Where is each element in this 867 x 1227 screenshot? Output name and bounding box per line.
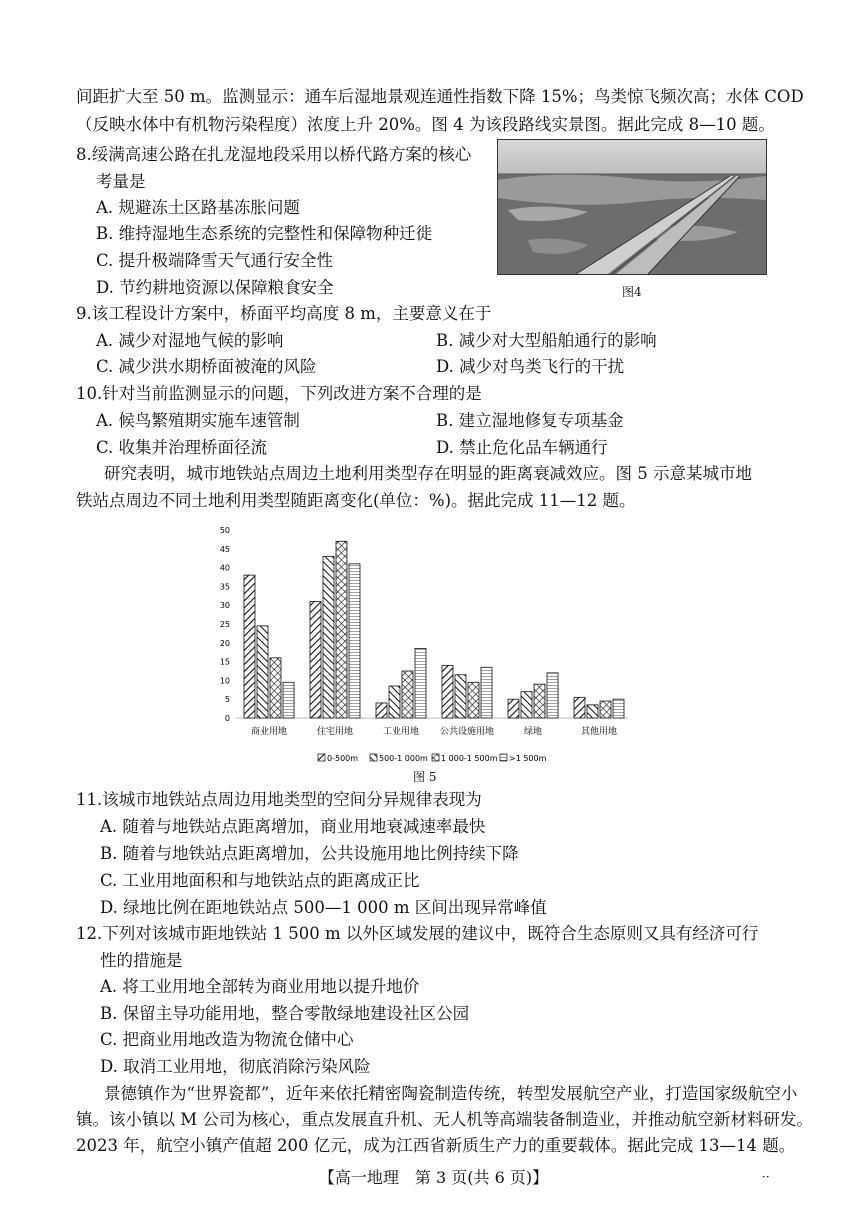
bar-2-3	[415, 648, 426, 718]
q10-option-c: C. 收集并治理桥面径流	[96, 438, 268, 457]
y-tick-label: 10	[219, 676, 230, 686]
y-tick-label: 30	[219, 601, 230, 611]
q8-option-a: A. 规避冻土区路基冻胀问题	[96, 198, 300, 217]
figure4-caption: 图4	[622, 285, 642, 299]
y-tick-label: 5	[224, 695, 230, 705]
bar-1-3	[349, 564, 360, 718]
legend-swatch-0	[318, 754, 325, 761]
bar-5-0	[574, 697, 585, 718]
bar-3-2	[468, 682, 479, 718]
bar-1-0	[310, 601, 321, 718]
q12-stem-2: 性的措施是	[100, 951, 183, 970]
q11-option-b: B. 随着与地铁站点距离增加，公共设施用地比例持续下降	[100, 844, 519, 863]
y-tick-label: 45	[219, 544, 230, 554]
page-footer: 【高一地理 第 3 页(共 6 页)】	[318, 1168, 549, 1187]
passage3-line-2: 镇。该小镇以 M 公司为核心，重点发展直升机、无人机等高端装备制造业，并推动航空新材料研发。	[76, 1110, 813, 1129]
q10-stem: 10.针对当前监测显示的问题，下列改进方案不合理的是	[76, 384, 482, 403]
bar-4-3	[547, 673, 558, 718]
x-category-label: 公共设施用地	[439, 727, 495, 737]
footer-mark: ··	[762, 1170, 770, 1184]
bar-5-2	[600, 701, 611, 718]
q9-option-b: B. 减少对大型船舶通行的影响	[436, 331, 657, 350]
intro-line-1: 间距扩大至 50 m。监测显示：通车后湿地景观连通性指数下降 15%；鸟类惊飞频次高；水体 COD	[76, 87, 804, 106]
bridge-scene-image	[498, 140, 766, 274]
q9-option-d: D. 减少对鸟类飞行的干扰	[436, 357, 625, 376]
bar-0-2	[270, 658, 281, 718]
bar-2-2	[402, 671, 413, 718]
q11-option-d: D. 绿地比例在距地铁站点 500—1 000 m 区间出现异常峰值	[100, 898, 547, 917]
bar-4-0	[508, 699, 519, 718]
bar-0-1	[257, 626, 268, 718]
q8-option-b: B. 维持湿地生态系统的完整性和保障物种迁徙	[96, 224, 433, 243]
x-category-label: 工业用地	[382, 727, 420, 737]
q12-option-a: A. 将工业用地全部转为商业用地以提升地价	[100, 977, 420, 996]
y-tick-label: 15	[219, 657, 230, 667]
x-category-label: 住宅用地	[316, 727, 354, 737]
bar-3-1	[455, 675, 466, 718]
legend-swatch-2	[432, 754, 439, 761]
q12-option-d: D. 取消工业用地，彻底消除污染风险	[100, 1057, 371, 1076]
legend-swatch-3	[500, 754, 507, 761]
y-tick-label: 0	[224, 714, 230, 723]
q8-stem-1: 8.绥满高速公路在扎龙湿地段采用以桥代路方案的核心	[76, 145, 472, 164]
y-tick-label: 35	[219, 582, 230, 592]
y-tick-label: 25	[219, 620, 230, 629]
legend-label-3: >1 500m	[509, 754, 547, 763]
bar-4-1	[521, 692, 532, 718]
q11-stem: 11.该城市地铁站点周边用地类型的空间分异规律表现为	[76, 790, 482, 809]
q9-stem: 9.该工程设计方案中，桥面平均高度 8 m，主要意义在于	[76, 304, 492, 323]
bar-0-0	[244, 575, 255, 718]
legend-label-2: 1 000-1 500m	[441, 754, 498, 763]
passage3-line-3: 2023 年，航空小镇产值超 200 亿元，成为江西省新质生产力的重要载体。据此完成 13—14 题。	[76, 1136, 796, 1155]
bar-0-3	[283, 682, 294, 718]
q8-stem-2: 考量是	[96, 172, 146, 191]
figure5-caption: 图 5	[413, 770, 437, 784]
figure4-photo	[497, 139, 767, 275]
q10-option-b: B. 建立湿地修复专项基金	[436, 411, 624, 430]
passage2-line-1: 研究表明，城市地铁站点周边土地利用类型存在明显的距离衰减效应。图 5 示意某城市地	[104, 464, 752, 483]
y-tick-label: 50	[219, 526, 230, 535]
bar-2-0	[376, 703, 387, 718]
q9-option-a: A. 减少对湿地气候的影响	[96, 331, 284, 350]
x-category-label: 其他用地	[580, 727, 618, 737]
y-tick-label: 40	[219, 563, 230, 573]
q12-option-b: B. 保留主导功能用地，整合零散绿地建设社区公园	[100, 1004, 470, 1023]
q11-option-c: C. 工业用地面积和与地铁站点的距离成正比	[100, 871, 420, 890]
intro-line-2: （反映水体中有机物污染程度）浓度上升 20%。图 4 为该段路线实景图。据此完成 8—10 题。	[76, 115, 775, 134]
q8-option-c: C. 提升极端降雪天气通行安全性	[96, 251, 334, 270]
bar-2-1	[389, 686, 400, 718]
legend-label-1: 500-1 000m	[379, 754, 428, 763]
bar-1-1	[323, 556, 334, 718]
bar-4-2	[534, 684, 545, 718]
bar-3-0	[442, 665, 453, 718]
passage2-line-2: 铁站点周边不同土地利用类型随距离变化(单位：%)。据此完成 11—12 题。	[76, 491, 636, 510]
figure5-chart	[200, 517, 650, 767]
y-tick-label: 20	[219, 638, 230, 648]
bar-1-2	[336, 541, 347, 718]
q8-option-d: D. 节约耕地资源以保障粮食安全	[96, 278, 334, 297]
q12-option-c: C. 把商业用地改造为物流仓储中心	[100, 1030, 354, 1049]
q10-option-a: A. 候鸟繁殖期实施车速管制	[96, 411, 300, 430]
bar-5-1	[587, 705, 598, 718]
q9-option-c: C. 减少洪水期桥面被淹的风险	[96, 357, 317, 376]
x-category-label: 绿地	[523, 727, 543, 737]
q12-stem-1: 12.下列对该城市距地铁站 1 500 m 以外区域发展的建议中，既符合生态原则又具有经济可行	[76, 924, 759, 943]
legend-swatch-1	[370, 754, 377, 761]
q10-option-d: D. 禁止危化品车辆通行	[436, 438, 608, 457]
q11-option-a: A. 随着与地铁站点距离增加，商业用地衰减速率最快	[100, 817, 486, 836]
legend-label-0: 0-500m	[327, 754, 359, 763]
bar-3-3	[481, 667, 492, 718]
bar-5-3	[613, 699, 624, 718]
passage3-line-1: 景德镇作为“世界瓷都”，近年来依托精密陶瓷制造传统，转型发展航空产业，打造国家级航空小	[104, 1084, 798, 1103]
x-category-label: 商业用地	[250, 727, 288, 737]
